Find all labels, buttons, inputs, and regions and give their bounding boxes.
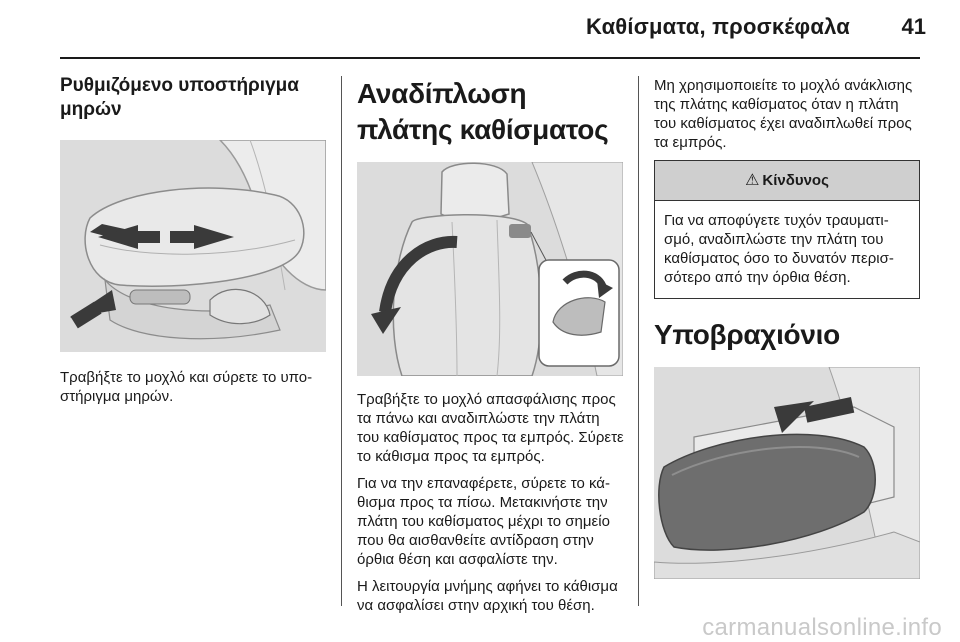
column-thigh-support	[60, 74, 326, 414]
warning-text: Για να αποφύγετε τυχόν τραυματισμό, αναδιπλώστε την πλάτη του καθίσματος όσο το δυνατόν περισσότερο από την όρθια θέση.	[664, 212, 894, 286]
column-seat-fold	[357, 76, 625, 623]
seat-fold-paragraph-3: Η λειτουργία μνήμης αφήνει το κάθισμα να ασφαλίσει στην αρχική του θέση.	[357, 578, 618, 614]
section-heading-thigh-support: Ρυθμιζόμενο υποστήριγμα μηρών	[60, 75, 299, 120]
column-divider-2	[638, 76, 639, 606]
seat-fold-paragraph-1: Τραβήξτε το μοχλό απασφάλισης προς τα πάνω και αναδιπλώστε την πλάτη του καθίσματος προς τα εμπρός. Σύρετε το κάθισμα προς τα εμπρός.	[357, 391, 624, 465]
warning-header	[655, 161, 919, 201]
page-number: 41	[901, 14, 926, 39]
seat-fold-illustration	[357, 162, 623, 376]
danger-warning-box	[654, 160, 920, 299]
section-heading-armrest: Υποβραχιόνιο	[654, 319, 840, 350]
warning-triangle-icon: ⚠	[745, 172, 760, 189]
running-header-title: Καθίσματα, προσκέφαλα	[586, 14, 850, 39]
seat-fold-paragraph-2: Για να την επαναφέρετε, σύρετε το κάθισμα προς τα πίσω. Μετακινήστε την πλάτη του καθίσματος μέχρι το σημείο που θα αισθανθείτε αντίδραση στην όρθια θέση και ασφαλίστε την.	[357, 475, 610, 568]
recline-lever-caution: Μη χρησιμοποιείτε το μοχλό ανάκλισης της πλάτης καθίσματος όταν η πλάτη του καθίσματος έχει αναδιπλωθεί προς τα εμπρός.	[654, 77, 913, 151]
header-rule	[60, 57, 920, 59]
thigh-support-instruction: Τραβήξτε το μοχλό και σύρετε το υποστήριγμα μηρών.	[60, 369, 313, 405]
thigh-support-illustration	[60, 140, 326, 352]
warning-title: Κίνδυνος	[762, 172, 829, 189]
section-heading-seat-fold: Αναδίπλωση πλάτης καθίσματος	[357, 78, 609, 145]
column-divider-1	[341, 76, 342, 606]
column-warning-armrest	[654, 76, 920, 579]
watermark: carmanualsonline.info	[702, 614, 942, 641]
armrest-illustration	[654, 367, 920, 579]
